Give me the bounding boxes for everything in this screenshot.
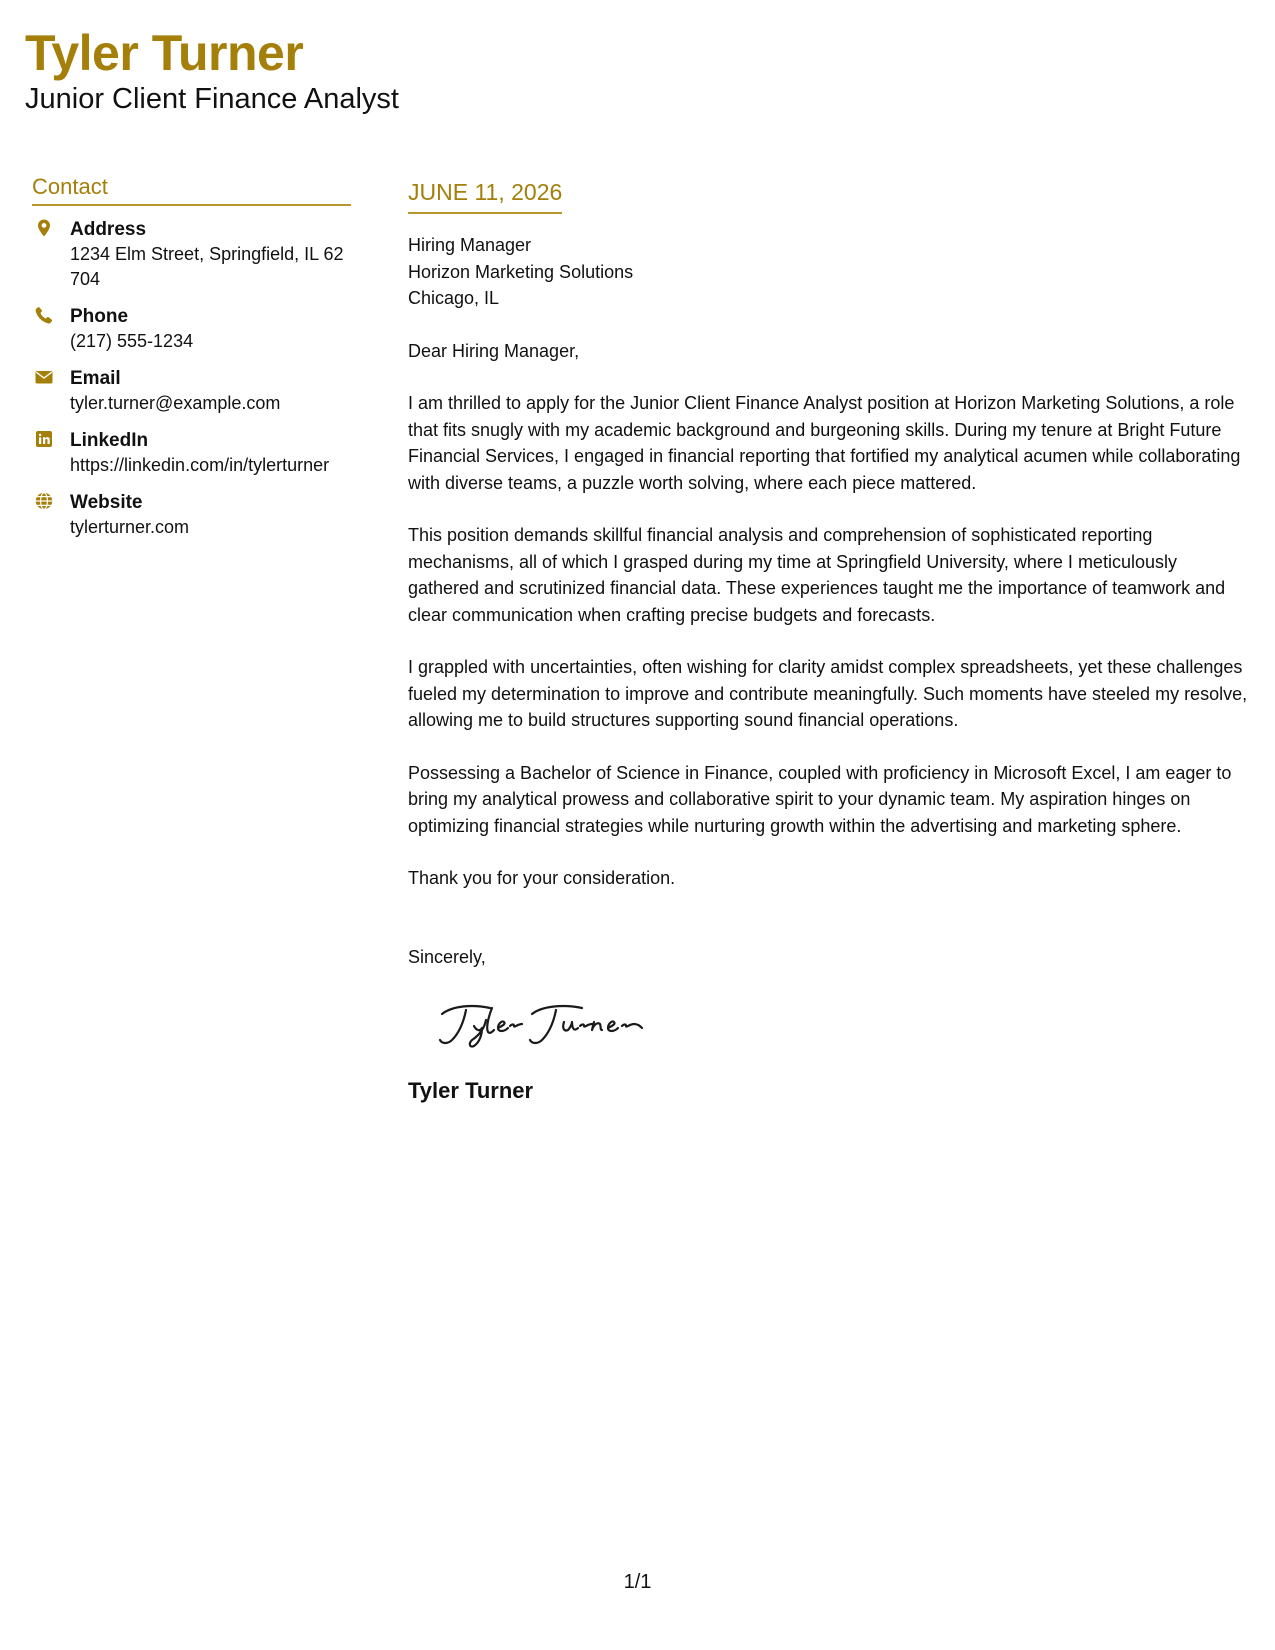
- recipient-company: Horizon Marketing Solutions: [408, 261, 634, 282]
- recipient-title: Hiring Manager: [408, 235, 532, 255]
- website-label: Website: [70, 492, 143, 513]
- contact-item-website: [32, 490, 351, 540]
- job-title: Junior Client Finance Analyst: [25, 83, 399, 115]
- website-value[interactable]: tylerturner.com: [70, 517, 190, 537]
- globe-icon: [34, 491, 54, 511]
- handwritten-signature: [436, 992, 656, 1054]
- page-number: 1/1: [623, 1571, 652, 1593]
- phone-label: Phone: [70, 306, 129, 327]
- applicant-name: Tyler Turner: [25, 25, 304, 81]
- contact-heading: Contact: [32, 172, 351, 206]
- cover-letter: [408, 176, 1248, 1106]
- linkedin-value[interactable]: https://linkedin.com/in/tylerturner: [70, 455, 330, 475]
- body-paragraph: I am thrilled to apply for the Junior Client Finance Analyst position at Horizon Marketing Solutions, a role that fits snugly with my academic background and burgeoning skills. During my tenure at Bright Future Financial Services, I engaged in financial reporting that fortified my analytical acumen while collaborating with diverse teams, a puzzle worth solving, where each piece mattered.: [408, 393, 1241, 493]
- letter-date: JUNE 11, 2026: [408, 176, 562, 214]
- email-label: Email: [70, 368, 121, 389]
- map-pin-icon: [34, 218, 54, 238]
- body-paragraph: This position demands skillful financial analysis and comprehension of sophisticated reporting mechanisms, all of which I grasped during my time at Springfield University, where I meticulously gathered and scrutinized financial data. These experiences taught me the importance of teamwork and clear communication when crafting precise budgets and forecasts.: [408, 525, 1226, 625]
- linkedin-icon: [34, 429, 54, 449]
- thank-you-line: Thank you for your consideration.: [408, 868, 676, 888]
- phone-value: (217) 555-1234: [70, 331, 194, 351]
- contact-item-linkedin: [32, 428, 351, 478]
- body-paragraph: Possessing a Bachelor of Science in Finance, coupled with proficiency in Microsoft Excel, I am eager to bring my analytical prowess and collaborative spirit to your dynamic team. My aspiration hinges on optimizing financial strategies while nurturing growth within the advertising and marketing sphere.: [408, 762, 1232, 836]
- address-label: Address: [70, 219, 147, 240]
- envelope-icon: [34, 367, 54, 387]
- closing: Sincerely,: [408, 946, 486, 967]
- contact-item-phone: [32, 304, 351, 354]
- signer-name: Tyler Turner: [408, 1078, 534, 1103]
- body-paragraph: I grappled with uncertainties, often wishing for clarity amidst complex spreadsheets, yet these challenges fueled my determination to improve and contribute meaningfully. Such moments have steeled my resolve, allowing me to build structures supporting sound financial operations.: [408, 657, 1248, 730]
- salutation: Dear Hiring Manager,: [408, 340, 580, 361]
- contact-item-email: [32, 366, 351, 416]
- contact-item-address: [32, 217, 351, 292]
- contact-list: [32, 217, 351, 540]
- phone-icon: [34, 305, 54, 325]
- linkedin-label: LinkedIn: [70, 430, 149, 451]
- address-value: 1234 Elm Street, Springfield, IL 62704: [70, 244, 344, 289]
- contact-sidebar: [32, 172, 351, 552]
- recipient-block: [408, 232, 1248, 312]
- email-value: tyler.turner@example.com: [70, 393, 281, 413]
- recipient-location: Chicago, IL: [408, 288, 500, 308]
